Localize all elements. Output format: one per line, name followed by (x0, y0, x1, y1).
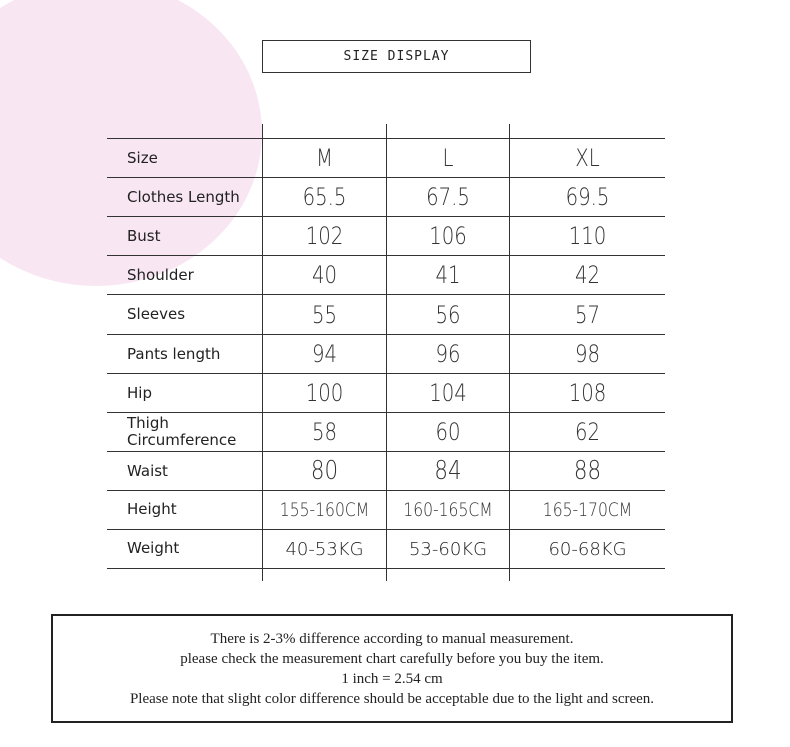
table-column-rule (262, 124, 263, 581)
table-cell: 102 (305, 222, 344, 250)
row-label-clothes-length: Clothes Length (127, 187, 240, 206)
row-label-sleeves: Sleeves (127, 305, 186, 323)
table-column-rule (386, 124, 387, 581)
note-line: Please note that slight color difference should be acceptable due to the light and screen. (129, 690, 655, 707)
note-line: please check the measurement chart carefully before you buy the item. (180, 650, 604, 667)
table-cell: 98 (574, 340, 601, 368)
table-cell: 65.5 (302, 183, 347, 211)
table-cell: 57 (574, 300, 601, 329)
note-line: 1 inch = 2.54 cm (341, 670, 443, 687)
size-header-l: L (442, 144, 454, 172)
row-label-thigh-circumference: Thigh Circumference (127, 414, 237, 449)
size-header-label: Size (127, 148, 158, 167)
table-cell: 67.5 (426, 183, 470, 211)
table-cell: 106 (429, 222, 467, 250)
table-cell: 80 (310, 456, 339, 486)
row-label-pants-length: Pants length (127, 344, 221, 363)
table-cell: 96 (435, 340, 461, 368)
row-label-bust: Bust (127, 226, 161, 245)
table-cell: 42 (574, 261, 601, 289)
table-cell: 84 (434, 456, 462, 486)
page-title: SIZE DISPLAY (262, 40, 531, 73)
table-cell: 62 (574, 418, 601, 446)
row-label-waist: Waist (127, 461, 168, 480)
table-cell: 69.5 (565, 183, 610, 211)
size-header-xl: XL (575, 144, 600, 172)
table-cell: 155-160CM (279, 499, 370, 521)
table-cell: 60 (435, 418, 461, 446)
row-label-height: Height (127, 499, 177, 518)
table-cell: 110 (568, 222, 607, 250)
table-cell: 41 (435, 261, 461, 289)
measurement-note (51, 614, 733, 723)
table-cell: 165-170CM (542, 499, 633, 521)
table-cell: 60-68KG (548, 538, 627, 560)
table-cell: 55 (311, 300, 338, 329)
table-cell: 56 (435, 300, 461, 329)
table-cell: 94 (311, 340, 338, 368)
note-line: There is 2-3% difference according to manual measurement. (210, 630, 574, 647)
table-cell: 108 (568, 379, 607, 407)
table-cell: 160-165CM (403, 499, 493, 521)
row-label-weight: Weight (127, 538, 180, 557)
table-cell: 53-60KG (408, 538, 488, 560)
row-label-shoulder: Shoulder (127, 265, 194, 284)
table-cell: 58 (311, 418, 338, 446)
row-label-hip: Hip (127, 383, 152, 402)
table-cell: 40-53KG (285, 538, 364, 560)
table-cell: 88 (573, 456, 602, 486)
table-cell: 40 (311, 261, 338, 289)
size-header-m: M (316, 144, 333, 172)
table-cell: 104 (429, 379, 467, 407)
table-column-rule (509, 124, 510, 581)
table-cell: 100 (305, 379, 344, 407)
